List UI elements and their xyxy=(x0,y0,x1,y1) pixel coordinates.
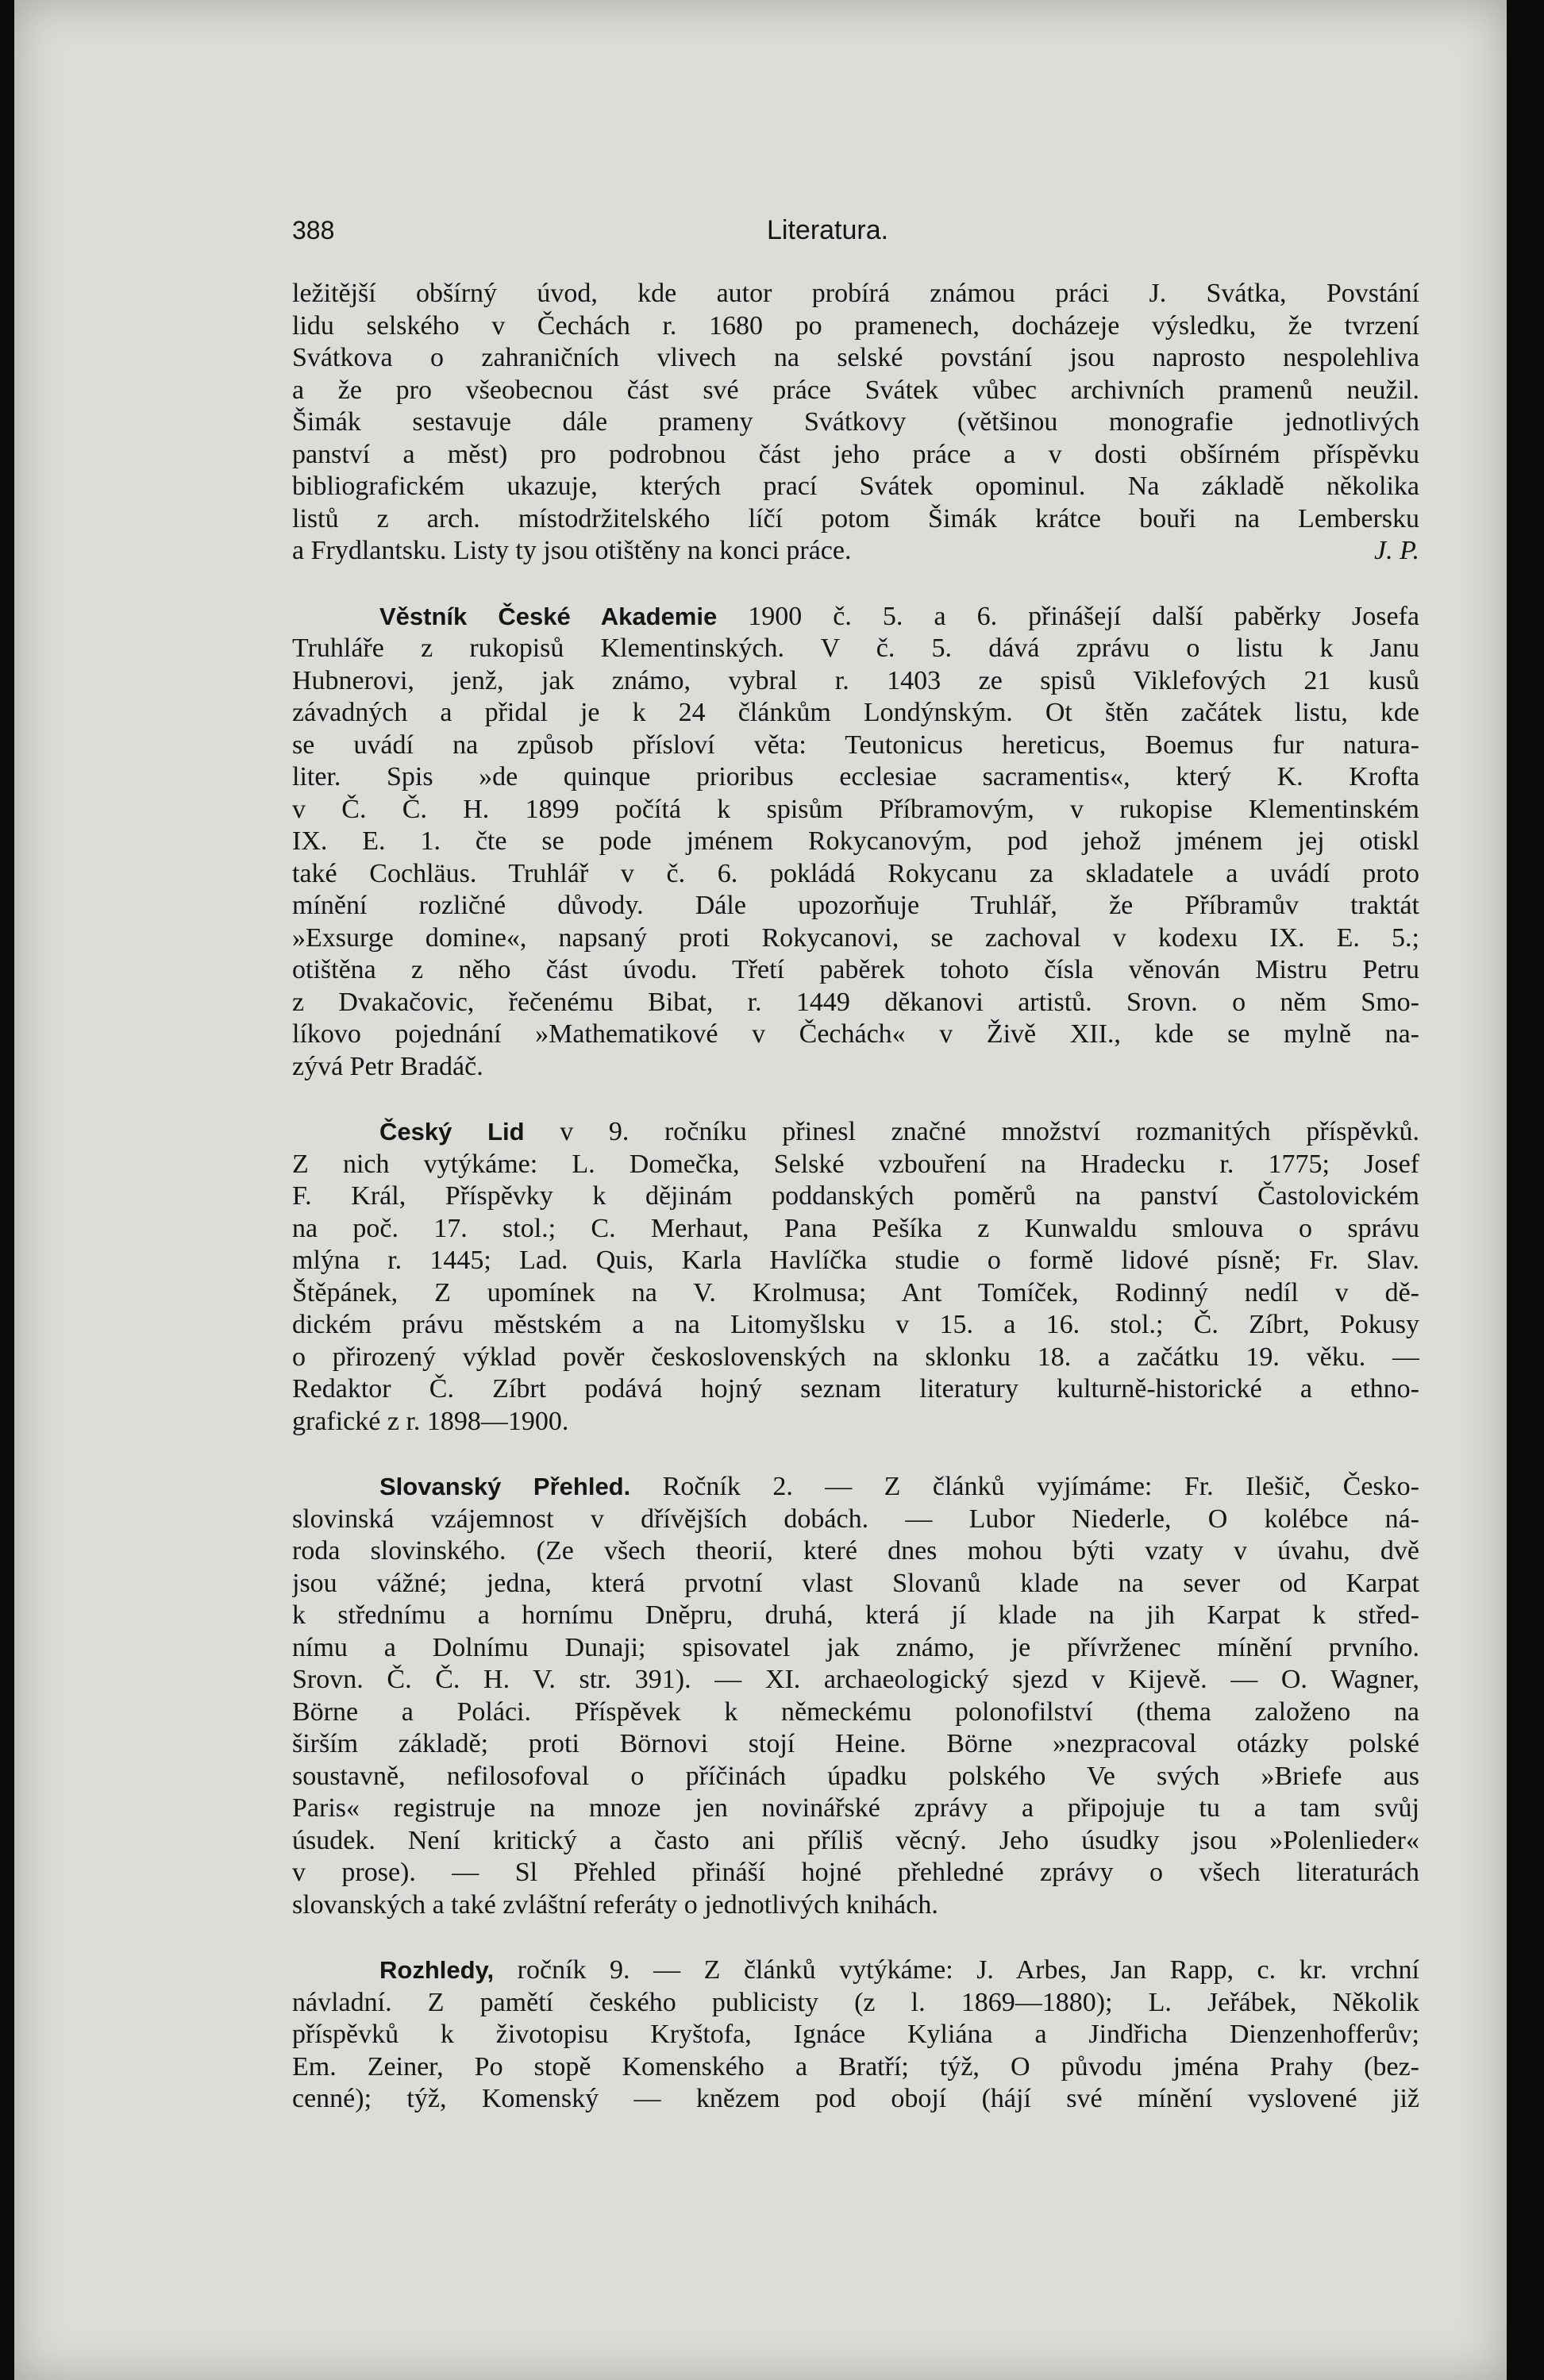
text-line: dickém právu městském a na Litomyšlsku v 15. a 16. stol.; Č. Zíbrt, Pokusy xyxy=(292,1310,1419,1339)
paragraph-gap xyxy=(292,1921,1419,1954)
journal-title: Věstník České Akademie xyxy=(379,602,718,630)
text-line: F. Král, Příspěvky k dějinám poddanských poměrů na panství Častolovickém xyxy=(292,1181,1419,1211)
journal-title: Český Lid xyxy=(379,1118,525,1146)
text-line: ležitější obšírný úvod, kde autor probírá známou práci J. Svátka, Povstání xyxy=(292,279,1419,308)
text-line: Svátkova o zahraničních vlivech na selské povstání jsou naprosto nespolehliva xyxy=(292,343,1419,372)
text-line: úsudek. Není kritický a často ani příliš věcný. Jeho úsudky jsou »Polenlieder« xyxy=(292,1825,1419,1855)
text-line: soustavně, nefilosofoval o příčinách úpadku polského Ve svých »Briefe aus xyxy=(292,1761,1419,1791)
text-line: Börne a Poláci. Příspěvek k německému polonofilství (thema založeno na xyxy=(292,1696,1419,1727)
text-line-content: Ročník 2. — Z článků vyjímáme: Fr. Ilešič, Česko- xyxy=(630,1472,1419,1501)
text-line: bibliografickém ukazuje, kterých prací Svátek opominul. Na základě několika xyxy=(292,472,1419,501)
text-line: příspěvků k životopisu Kryštofa, Ignáce Kyliána a Jindřicha Dienzenhofferův; xyxy=(292,2020,1419,2049)
text-line: závadných a přidal je k 24 článkům Londýnským. Ot štěn začátek listu, kde xyxy=(292,698,1419,727)
text-line xyxy=(292,601,1419,634)
text-line: jsou vážné; jedna, která prvotní vlast Slovanů klade na sever od Karpat xyxy=(292,1568,1419,1598)
text-line: listů z arch. místodržitelského líčí potom Šimák krátce bouři na Lembersku xyxy=(292,503,1419,533)
text-line: návladní. Z pamětí českého publicisty (z l. 1869—1880); L. Jeřábek, Několik xyxy=(292,1987,1419,2017)
journal-title: Slovanský Přehled. xyxy=(379,1473,631,1500)
text-line: Em. Zeiner, Po stopě Komenského a Bratří; týž, O původu jména Prahy (bez- xyxy=(292,2051,1419,2082)
text-line: Truhláře z rukopisů Klementinských. V č. 5. dává zprávu o listu k Janu xyxy=(292,634,1419,663)
text-line: o přirozený výklad pověr československých na sklonku 18. a začátku 19. věku. — xyxy=(292,1342,1419,1372)
text-line: na poč. 17. stol.; C. Merhaut, Pana Pešíka z Kunwaldu smlouva o správu xyxy=(292,1213,1419,1243)
text-line: panství a měst) pro podrobnou část jeho práce a v dosti obšírném příspěvku xyxy=(292,439,1419,469)
text-line xyxy=(292,1471,1419,1504)
paragraph-rozhledy xyxy=(292,1954,1419,2116)
text-line: Štěpánek, Z upomínek na V. Krolmusa; Ant Tomíček, Rodinný nedíl v dě- xyxy=(292,1277,1419,1307)
page-header xyxy=(292,214,1419,278)
author-signature: J. P. xyxy=(1374,536,1419,565)
text-line: líkovo pojednání »Mathematikové v Čechách« v Živě XII., kde se mylně na- xyxy=(292,1019,1419,1049)
text-line: nímu a Dolnímu Dunaji; spisovatel jak známo, je přívrženec mínění prvního. xyxy=(292,1632,1419,1662)
paragraph-gap xyxy=(292,568,1419,601)
text-line xyxy=(292,1954,1419,1987)
running-title: Literatura. xyxy=(767,215,889,245)
text-line xyxy=(292,1116,1419,1149)
text-line: liter. Spis »de quinque prioribus ecclesiae sacramentis«, který K. Krofta xyxy=(292,762,1419,791)
text-line xyxy=(292,535,1419,568)
text-line: slovanských a také zvláštní referáty o jednotlivých knihách. xyxy=(292,1889,938,1920)
text-line: cenné); týž, Komenský — knězem pod obojí (hájí své mínění vyslovené již xyxy=(292,2084,1419,2113)
text-line: zývá Petr Bradáč. xyxy=(292,1051,483,1081)
text-line-content: ročník 9. — Z článků vytýkáme: J. Arbes, Jan Rapp, c. kr. vrchní xyxy=(494,1955,1419,1985)
text-line: v prose). — Sl Přehled přináší hojné přehledné zprávy o všech literaturách xyxy=(292,1858,1419,1887)
text-line: z Dvakačovic, řečenému Bibat, r. 1449 děkanovi artistů. Srovn. o něm Smo- xyxy=(292,987,1419,1017)
text-line: »Exsurge domine«, napsaný proti Rokycanovi, se zachoval v kodexu IX. E. 5.; xyxy=(292,922,1419,953)
text-line: k střednímu a hornímu Dněpru, druhá, která jí klade na jih Karpat k střed- xyxy=(292,1600,1419,1630)
text-line: také Cochläus. Truhlář v č. 6. pokládá Rokycanu za skladatele a uvádí proto xyxy=(292,858,1419,888)
text-line: roda slovinského. (Ze všech theorií, které dnes mohou býti vzaty v úvahu, dvě xyxy=(292,1536,1419,1565)
paragraph-cesky-lid xyxy=(292,1116,1419,1438)
text-line: slovinská vzájemnost v dřívějších dobách. — Lubor Niederle, O kolébce ná- xyxy=(292,1504,1419,1534)
text-line-content: 1900 č. 5. a 6. přinášejí další paběrky Josefa xyxy=(717,601,1419,631)
journal-title: Rozhledy, xyxy=(379,1956,495,1984)
text-line: IX. E. 1. čte se pode jménem Rokycanovým, pod jehož jménem jej otiskl xyxy=(292,826,1419,856)
book-page xyxy=(14,0,1507,2380)
text-line: otištěna z něho část úvodu. Třetí paběrek tohoto čísla věnován Mistru Petru xyxy=(292,955,1419,984)
text-line: se uvádí na způsob přísloví věta: Teutonicus hereticus, Boemus fur natura- xyxy=(292,730,1419,760)
text-line: širším základě; proti Börnovi stojí Heine. Börne »nezpracoval otázky polské xyxy=(292,1729,1419,1758)
paragraph-slovansky-prehled xyxy=(292,1471,1419,1921)
paragraph-gap xyxy=(292,1438,1419,1471)
text-line: v Č. Č. H. 1899 počítá k spisům Příbramovým, v rukopise Klementinském xyxy=(292,794,1419,824)
text-line: Šimák sestavuje dále prameny Svátkovy (většinou monografie jednotlivých xyxy=(292,407,1419,437)
text-line: Redaktor Č. Zíbrt podává hojný seznam literatury kulturně-historické a ethno- xyxy=(292,1374,1419,1404)
text-line: mínění rozličné důvody. Dále upozorňuje Truhlář, že Příbramův traktát xyxy=(292,891,1419,920)
text-line-content: v 9. ročníku přinesl značné množství rozmanitých příspěvků. xyxy=(524,1117,1419,1146)
paragraph-simak-review xyxy=(292,278,1419,568)
text-line: a že pro všeobecnou část své práce Svátek vůbec archivních pramenů neužil. xyxy=(292,375,1419,405)
text-line: Z nich vytýkáme: L. Domečka, Selské vzbouření na Hradecku r. 1775; Josef xyxy=(292,1149,1419,1179)
page-text-block xyxy=(292,214,1419,2116)
page-number: 388 xyxy=(292,216,335,245)
text-line: mlýna r. 1445; Lad. Quis, Karla Havlíčka studie o formě lidové písně; Fr. Slav. xyxy=(292,1246,1419,1275)
text-line-content: a Frydlantsku. Listy ty jsou otištěny na konci práce. xyxy=(292,536,852,565)
text-line: lidu selského v Čechách r. 1680 po pramenech, docházeje výsledku, že tvrzení xyxy=(292,310,1419,341)
text-line: Srovn. Č. Č. H. V. str. 391). — XI. archaeologický sjezd v Kijevě. — O. Wagner, xyxy=(292,1665,1419,1694)
text-line: grafické z r. 1898—1900. xyxy=(292,1406,569,1436)
paragraph-gap xyxy=(292,1083,1419,1116)
text-line: Hubnerovi, jenž, jak známo, vybral r. 1403 ze spisů Viklefových 21 kusů xyxy=(292,665,1419,695)
text-line: Paris« registruje na mnoze jen novinářské zprávy a připojuje tu a tam svůj xyxy=(292,1793,1419,1823)
paragraph-vestnik xyxy=(292,601,1419,1084)
